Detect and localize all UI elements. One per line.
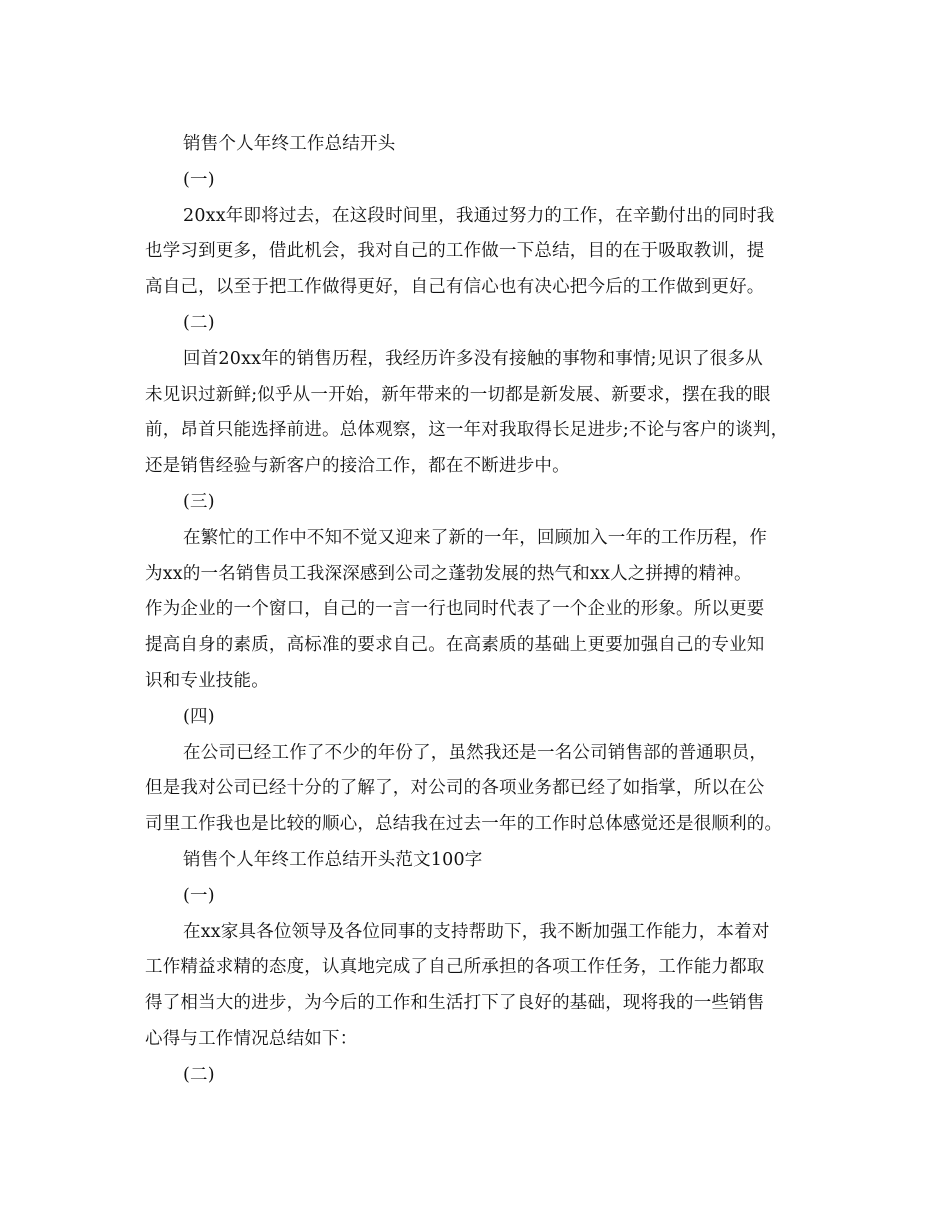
paragraph-line: 在繁忙的工作中不知不觉又迎来了新的一年，回顾加入一年的工作历程，作 — [183, 527, 768, 548]
section-marker: (二) — [183, 1064, 215, 1085]
paragraph-line: 还是销售经验与新客户的接洽工作，都在不断进步中。 — [145, 456, 570, 477]
paragraph-line: 提高自身的素质，高标准的要求自己。在高素质的基础上更要加强自己的专业知 — [145, 635, 765, 656]
paragraph-line: 也学习到更多，借此机会，我对自己的工作做一下总结，目的在于吸取教训，提 — [145, 241, 765, 262]
paragraph-line: 在公司已经工作了不少的年份了，虽然我还是一名公司销售部的普通职员， — [183, 742, 768, 763]
section-marker: (一) — [183, 885, 215, 906]
section-marker: (二) — [183, 312, 215, 333]
section-marker: (三) — [183, 491, 215, 512]
heading-title: 销售个人年终工作总结开头 — [183, 134, 396, 154]
paragraph-line: 高自己，以至于把工作做得更好，自己有信心也有决心把今后的工作做到更好。 — [145, 277, 765, 298]
paragraph-line: 20xx年即将过去，在这段时间里，我通过努力的工作，在辛勤付出的同时我 — [183, 205, 775, 226]
paragraph-line: 作为企业的一个窗口，自己的一言一行也同时代表了一个企业的形象。所以更要 — [145, 599, 765, 620]
section-marker: (四) — [183, 706, 215, 727]
section-marker: (一) — [183, 169, 215, 190]
paragraph-line: 心得与工作情况总结如下： — [145, 1028, 358, 1049]
paragraph-line: 前，昂首只能选择前进。总体观察，这一年对我取得长足进步;不论与客户的谈判， — [145, 420, 789, 441]
paragraph-line: 识和专业技能。 — [145, 670, 269, 691]
document-body — [145, 127, 835, 1094]
paragraph-line: 为xx的一名销售员工我深深感到公司之蓬勃发展的热气和xx人之拼搏的精神。 — [145, 563, 752, 584]
paragraph-line: 回首20xx年的销售历程，我经历许多没有接触的事物和事情;见识了很多从 — [183, 348, 763, 369]
paragraph-line: 但是我对公司已经十分的了解了，对公司的各项业务都已经了如指掌，所以在公 — [145, 778, 765, 799]
paragraph-line: 司里工作我也是比较的顺心，总结我在过去一年的工作时总体感觉还是很顺利的。 — [145, 814, 783, 835]
heading-subtitle: 销售个人年终工作总结开头范文100字 — [183, 849, 483, 870]
paragraph-line: 未见识过新鲜;似乎从一开始，新年带来的一切都是新发展、新要求，摆在我的眼 — [145, 384, 771, 405]
paragraph-line: 工作精益求精的态度，认真地完成了自己所承担的各项工作任务，工作能力都取 — [145, 957, 765, 978]
paragraph-line: 得了相当大的进步，为今后的工作和生活打下了良好的基础，现将我的一些销售 — [145, 993, 765, 1014]
paragraph-line: 在xx家具各位领导及各位同事的支持帮助下，我不断加强工作能力，本着对 — [183, 921, 770, 942]
